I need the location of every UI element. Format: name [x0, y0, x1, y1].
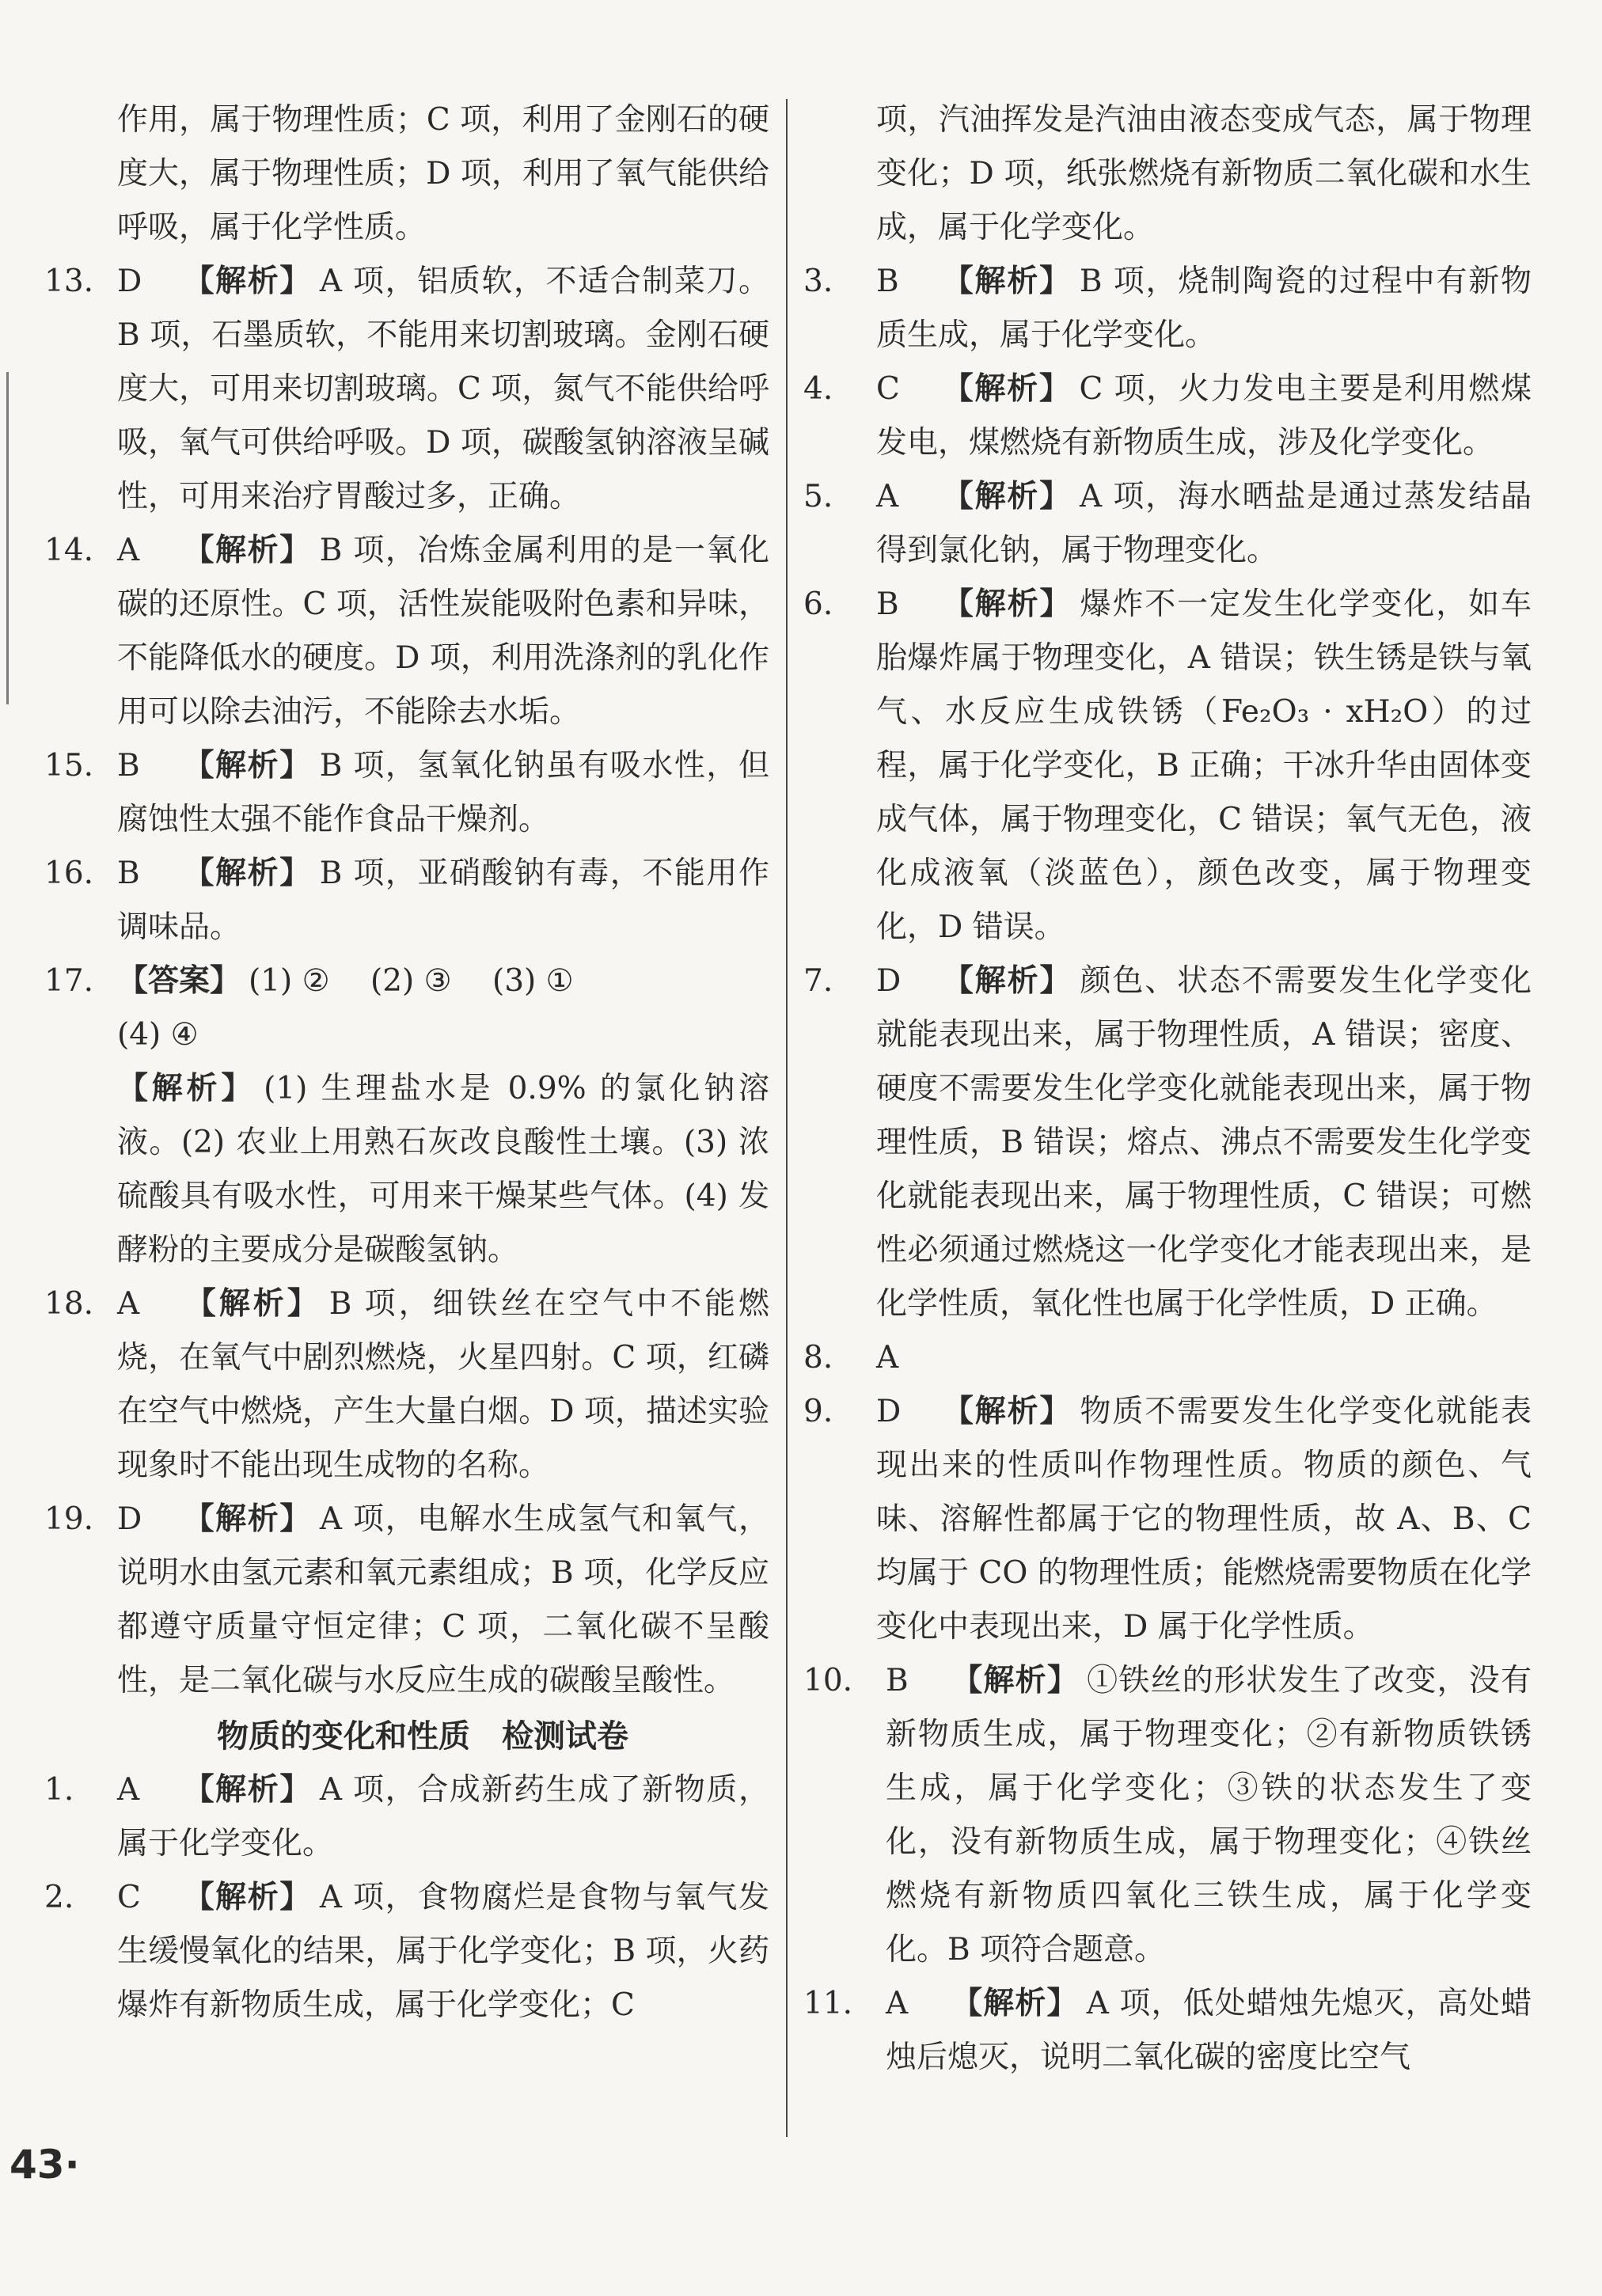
item-number: 3.: [803, 264, 833, 299]
answer-item-17: [44, 954, 769, 1008]
column-divider: [786, 99, 788, 2137]
item-text: B 项，冶炼金属利用的是一氧化碳的还原性。C 项，活性炭能吸附色素和异味，不能降低水的硬度。D 项，利用洗涤剂的乳化作用可以除去油污，不能除去水垢。: [117, 533, 769, 730]
item-text: B 项，细铁丝在空气中不能燃烧，在氧气中剧烈燃烧，火星四射。C 项，红磷在空气中燃烧，产生大量白烟。D 项，描述实验现象时不能出现生成物的名称。: [117, 1286, 769, 1483]
analysis-tag: 【解析】: [941, 264, 1072, 299]
item-answer: B: [886, 1663, 909, 1698]
item-number: 2.: [44, 1880, 74, 1915]
analysis-tag: 【解析】: [941, 371, 1072, 407]
analysis-tag: 【解析】: [182, 856, 312, 891]
answer-item: [803, 255, 1532, 362]
item-number: 9.: [803, 1394, 833, 1429]
item-number: 11.: [803, 1986, 853, 2021]
item-number: 4.: [803, 371, 833, 407]
analysis-tag: 【解析】: [941, 1394, 1072, 1429]
analysis-tag: 【解析】: [182, 264, 312, 299]
item-text: A 项，海水晒盐是通过蒸发结晶得到氯化钠，属于物理变化。: [876, 479, 1532, 568]
item-number: 5.: [803, 479, 833, 514]
item-answer: A: [876, 1340, 899, 1376]
item-answer: D: [876, 1394, 902, 1429]
item-number: 7.: [803, 963, 833, 999]
analysis-tag: 【解析】: [182, 1772, 312, 1808]
item-number: 14.: [44, 533, 94, 568]
item-number: 13.: [44, 264, 94, 299]
answer-item: [44, 1277, 769, 1493]
item-text: ）的过程，属于化学变化，B 正确；干冰升华由固体变成气体，属于物理变化，C 错误；氧气无色，液化成液氧（淡蓝色），颜色改变，属于物理变化，D 错误。: [876, 694, 1532, 945]
analysis-17: [44, 1062, 769, 1277]
answer-item: [44, 524, 769, 739]
item-text: A 项，食物腐烂是食物与氧气发生缓慢氧化的结果，属于化学变化；B 项，火药爆炸有新物质生成，属于化学变化；C: [117, 1880, 769, 2023]
item-answer: B: [117, 748, 140, 784]
answer-item: [44, 1763, 769, 1871]
answer-item: [44, 1871, 769, 2032]
item-answer: C: [876, 371, 900, 407]
item-text: 物质不需要发生化学变化就能表现出来的性质叫作物理性质。物质的颜色、气味、溶解性都属于它的物理性质，故 A、B、C 均属于 CO 的物理性质；能燃烧需要物质在化学变化中表现出来，D 属于化学性质。: [876, 1394, 1532, 1645]
answer-item: [803, 954, 1532, 1331]
analysis-tag: 【解析】: [182, 1501, 312, 1537]
answer-item: [44, 1493, 769, 1708]
analysis-tag: 【解析】: [951, 1663, 1080, 1698]
answer-item: [803, 362, 1532, 470]
rust-formula: Fe₂O₃ · xH₂O: [1220, 694, 1429, 730]
right-intro-text: 项，汽油挥发是汽油由液态变成气态，属于物理变化；D 项，纸张燃烧有新物质二氧化碳和水生成，属于化学变化。: [876, 102, 1532, 245]
item-answer: A: [886, 1986, 909, 2021]
binding-edge-mark: [6, 372, 9, 704]
answer-tag: 【答案】: [117, 963, 241, 999]
section-title: 物质的变化和性质 检测试卷: [217, 1718, 628, 1755]
item-answer: D: [117, 1501, 142, 1537]
item-number: 18.: [44, 1286, 94, 1322]
analysis-tag: 【解析】: [941, 586, 1072, 622]
answer-item: [803, 1331, 1532, 1385]
item-text: B 项，烧制陶瓷的过程中有新物质生成，属于化学变化。: [876, 264, 1532, 353]
item-number: 19.: [44, 1501, 94, 1537]
right-column: [803, 93, 1532, 2085]
left-intro-text: 作用，属于物理性质；C 项，利用了金刚石的硬度大，属于物理性质；D 项，利用了氧气能供给呼吸，属于化学性质。: [117, 102, 769, 245]
item-answer: B: [876, 586, 899, 622]
item-text: A 项，合成新药生成了新物质，属于化学变化。: [117, 1772, 769, 1861]
item-text: 颜色、状态不需要发生化学变化就能表现出来，属于物理性质，A 错误；密度、硬度不需要发生化学变化就能表现出来，属于物理性质，B 错误；熔点、沸点不需要发生化学变化就能表现出来，属于物理性质，C 错误；可燃性必须通过燃烧这一化学变化才能表现出来，是化学性质，氧化性也属于化学性质，D 正确。: [876, 963, 1532, 1322]
answer-item-6: [803, 578, 1532, 954]
analysis-tag: 【解析】: [182, 533, 312, 568]
answer-item: [803, 1654, 1532, 1977]
answer-item: [44, 847, 769, 954]
answer-item: [803, 1385, 1532, 1654]
analysis-tag: 【解析】: [117, 1071, 256, 1106]
answer-text: (1) ② (2) ③ (3) ①: [249, 963, 574, 999]
analysis-tag: 【解析】: [941, 479, 1072, 514]
analysis-tag: 【解析】: [182, 1880, 312, 1915]
item-text: B 项，亚硝酸钠有毒，不能用作调味品。: [117, 856, 769, 945]
item-answer: A: [876, 479, 899, 514]
item-answer: C: [117, 1880, 141, 1915]
analysis-tag: 【解析】: [182, 1286, 321, 1322]
item-answer: A: [117, 533, 140, 568]
item-number: 16.: [44, 856, 94, 891]
item-number: 8.: [803, 1340, 833, 1376]
item-answer: D: [117, 264, 142, 299]
item-text: (1) 生理盐水是 0.9% 的氯化钠溶液。(2) 农业上用熟石灰改良酸性土壤。(3) 浓硫酸具有吸水性，可用来干燥某些气体。(4) 发酵粉的主要成分是碳酸氢钠。: [117, 1071, 769, 1268]
item-text: A 项，铝质软，不适合制菜刀。B 项，石墨质软，不能用来切割玻璃。金刚石硬度大，可用来切割玻璃。C 项，氮气不能供给呼吸，氧气可供给呼吸。D 项，碳酸氢钠溶液呈碱性，可用来治疗胃酸过多，正确。: [117, 264, 769, 514]
page-number: 43·: [9, 2142, 80, 2188]
item-answer: A: [117, 1286, 140, 1322]
item-number: 15.: [44, 748, 94, 784]
answer-item: [803, 470, 1532, 578]
item-number: 17.: [44, 963, 94, 999]
answer-item: [803, 1977, 1532, 2085]
item-number: 10.: [803, 1663, 853, 1698]
item-text: A 项，电解水生成氢气和氧气，说明水由氢元素和氧元素组成；B 项，化学反应都遵守质量守恒定律；C 项，二氧化碳不呈酸性，是二氧化碳与水反应生成的碳酸呈酸性。: [117, 1501, 769, 1698]
item-text: ①铁丝的形状发生了改变，没有新物质生成，属于物理变化；②有新物质铁锈生成，属于化学变化；③铁的状态发生了变化，没有新物质生成，属于物理变化；④铁丝燃烧有新物质四氧化三铁生成，属于化学变化。B 项符合题意。: [886, 1663, 1532, 1968]
item-answer: B: [876, 264, 899, 299]
item-text: A 项，低处蜡烛先熄灭，高处蜡烛后熄灭，说明二氧化碳的密度比空气: [886, 1986, 1532, 2075]
item-answer: D: [876, 963, 902, 999]
item-text: B 项，氢氧化钠虽有吸水性，但腐蚀性太强不能作食品干燥剂。: [117, 748, 769, 837]
analysis-tag: 【解析】: [182, 748, 312, 784]
item-number: 6.: [803, 586, 833, 622]
left-column: [44, 93, 769, 2032]
item-number: 1.: [44, 1772, 74, 1808]
item-text: 爆炸不一定发生化学变化，如车胎爆炸属于物理变化，A 错误；铁生锈是铁与氧气、水反应生成铁锈（: [876, 586, 1532, 730]
item-text: C 项，火力发电主要是利用燃煤发电，煤燃烧有新物质生成，涉及化学变化。: [876, 371, 1532, 461]
answer-item: [44, 739, 769, 847]
item-answer: A: [117, 1772, 140, 1808]
answer-line-2: (4) ④: [117, 1017, 199, 1053]
item-answer: B: [117, 856, 140, 891]
analysis-tag: 【解析】: [941, 963, 1072, 999]
analysis-tag: 【解析】: [951, 1986, 1079, 2021]
answer-item: [44, 255, 769, 524]
